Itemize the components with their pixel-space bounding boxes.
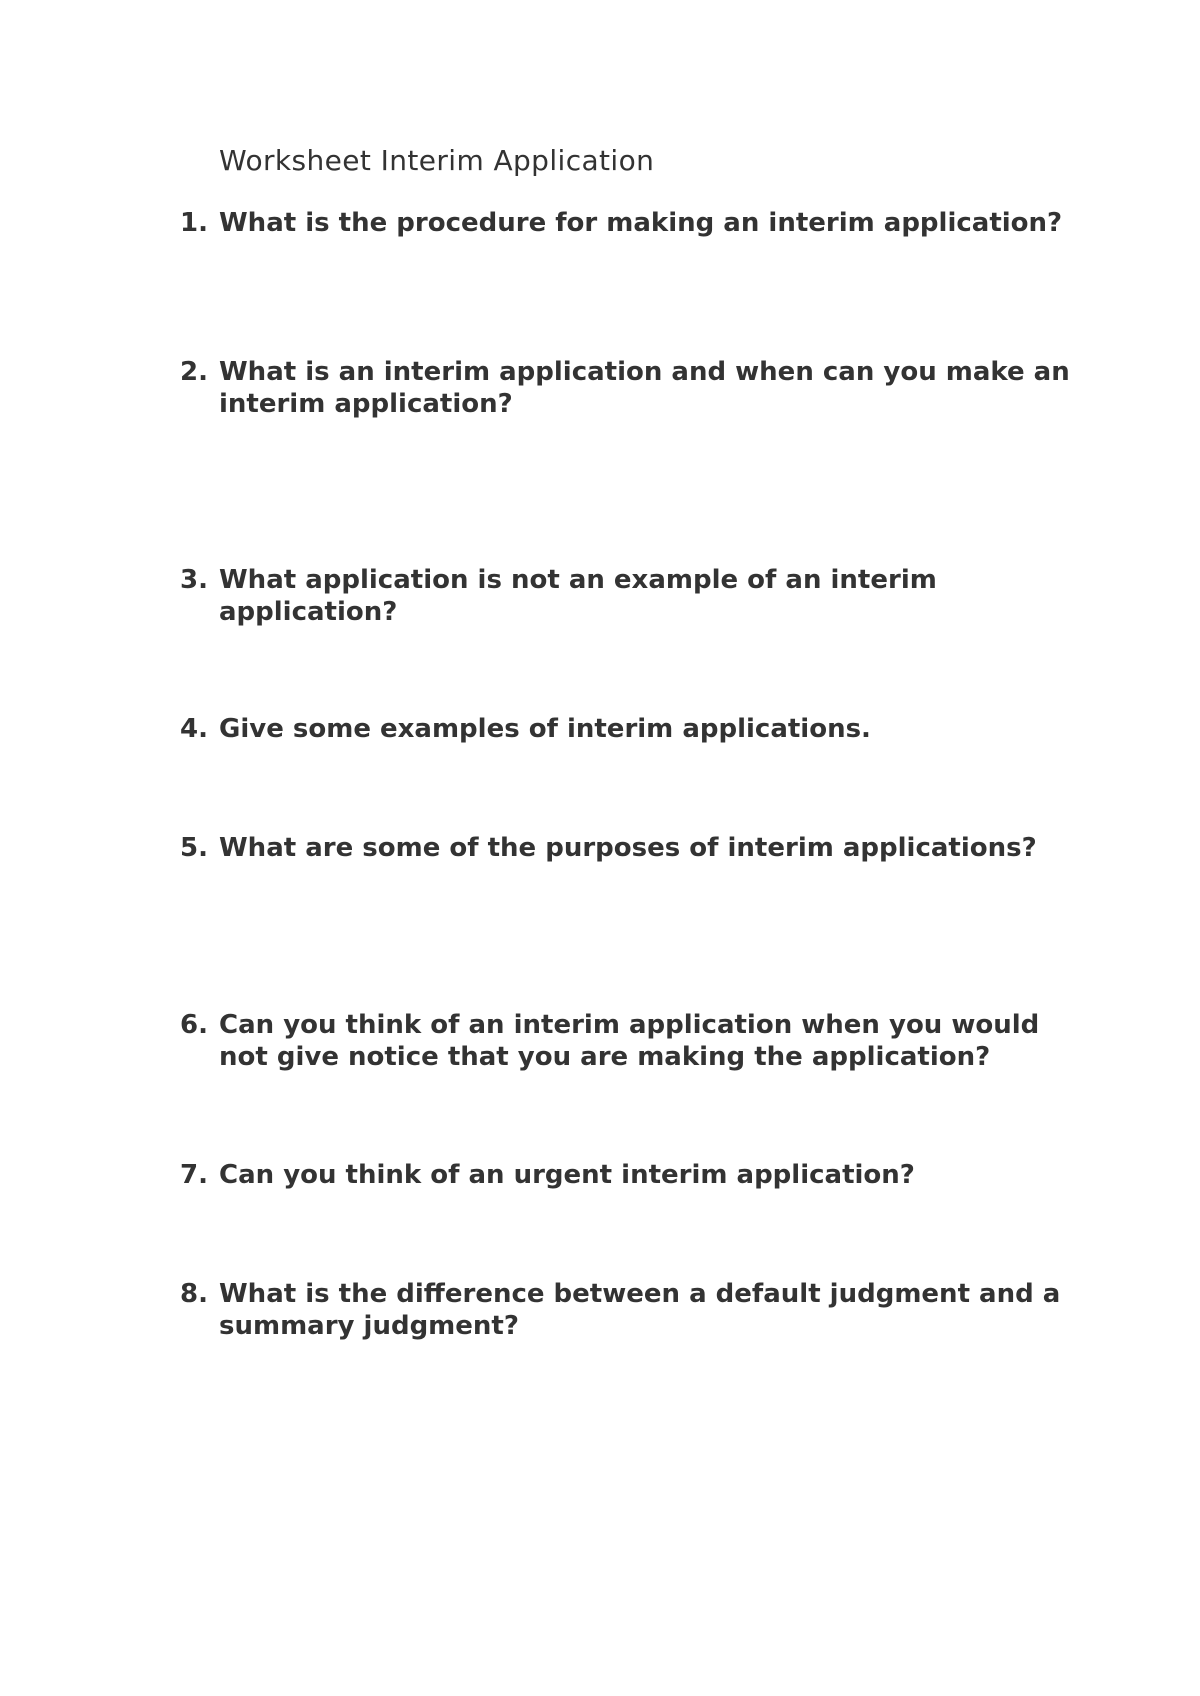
question-item xyxy=(180,207,1080,239)
page-title: Worksheet Interim Application xyxy=(219,144,655,177)
question-text: What is an interim application and when can you make an interim application? xyxy=(219,357,1070,419)
question-text: What application is not an example of an interim application? xyxy=(219,565,937,627)
question-item xyxy=(180,713,1080,745)
question-number: 8. xyxy=(180,1279,208,1309)
question-number: 2. xyxy=(180,357,208,387)
question-item xyxy=(180,564,1080,628)
question-text: What are some of the purposes of interim applications? xyxy=(219,833,1037,863)
question-text: What is the difference between a default judgment and a summary judgment? xyxy=(219,1279,1061,1341)
question-text: What is the procedure for making an interim application? xyxy=(219,208,1063,238)
question-text: Give some examples of interim applications. xyxy=(219,714,871,744)
question-item xyxy=(180,1278,1080,1342)
question-number: 4. xyxy=(180,714,208,744)
question-item xyxy=(180,1009,1080,1073)
question-number: 1. xyxy=(180,208,208,238)
question-number: 3. xyxy=(180,565,208,595)
question-text: Can you think of an interim application when you would not give notice that you are making the application? xyxy=(219,1010,1040,1072)
question-number: 7. xyxy=(180,1160,208,1190)
question-item xyxy=(180,1159,1080,1191)
question-text: Can you think of an urgent interim application? xyxy=(219,1160,915,1190)
question-item xyxy=(180,356,1080,420)
question-number: 5. xyxy=(180,833,208,863)
question-number: 6. xyxy=(180,1010,208,1040)
question-item xyxy=(180,832,1080,864)
